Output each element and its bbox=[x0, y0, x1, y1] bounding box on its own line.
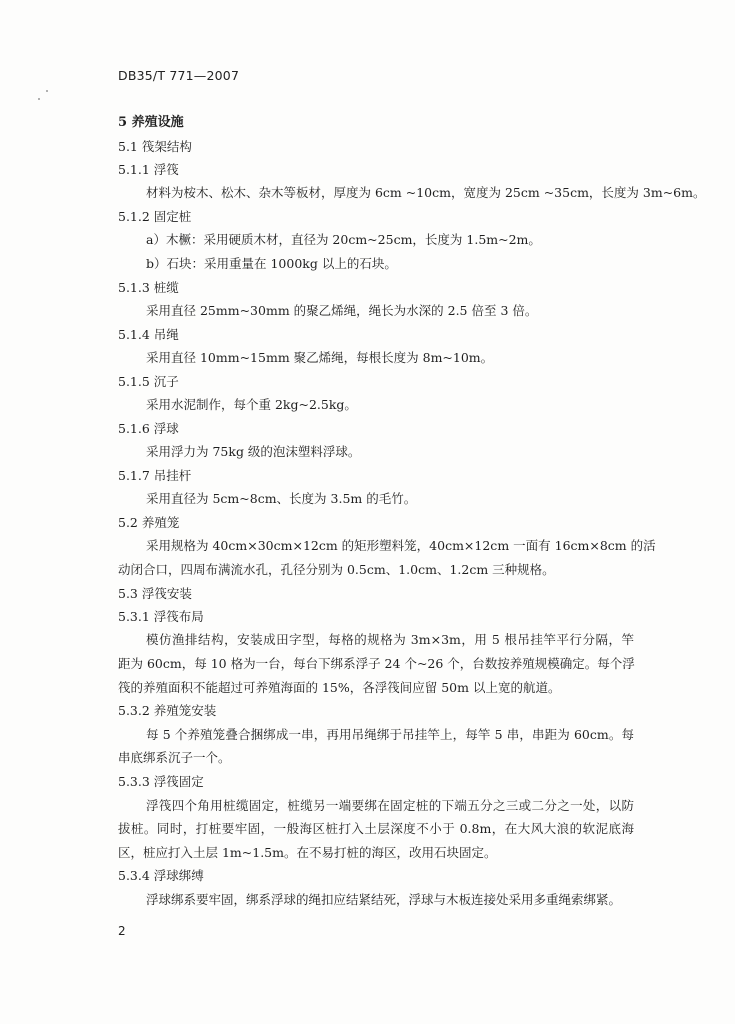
section-5-3-heading: 5.3 浮筏安装 bbox=[118, 586, 192, 601]
section-5-1-3-body: 采用直径 25mm~30mm 的聚乙烯绳，绳长为水深的 2.5 倍至 3 倍。 bbox=[146, 303, 538, 318]
section-5-3-2-heading: 5.3.2 养殖笼安装 bbox=[118, 703, 217, 718]
section-5-2-body-line-1: 采用规格为 40cm×30cm×12cm 的矩形塑料笼，40cm×12cm 一面有 16cm×8cm 的活 bbox=[146, 538, 656, 553]
section-5-1-3-heading: 5.1.3 桩缆 bbox=[118, 280, 179, 295]
section-5-heading: 5 养殖设施 bbox=[118, 115, 184, 130]
section-5-3-4-body: 浮球绑系要牢固，绑系浮球的绳扣应结紧结死，浮球与木板连接处采用多重绳索绑紧。 bbox=[146, 892, 622, 907]
section-5-3-1-heading: 5.3.1 浮筏布局 bbox=[118, 609, 204, 624]
scan-speck bbox=[38, 98, 40, 100]
section-5-3-3-body-line-3: 区，桩应打入土层 1m~1.5m。在不易打桩的海区，改用石块固定。 bbox=[118, 845, 497, 860]
section-5-1-7-heading: 5.1.7 吊挂杆 bbox=[118, 468, 192, 483]
section-5-1-4-body: 采用直径 10mm~15mm 聚乙烯绳，每根长度为 8m~10m。 bbox=[146, 350, 494, 365]
section-5-3-4-heading: 5.3.4 浮球绑缚 bbox=[118, 868, 204, 883]
scan-speck bbox=[46, 90, 48, 92]
section-5-3-3-body-line-1: 浮筏四个角用桩缆固定，桩缆另一端要绑在固定桩的下端五分之三或二分之一处，以防 bbox=[146, 798, 634, 813]
standard-code: DB35/T 771—2007 bbox=[118, 68, 240, 83]
section-5-1-1-body: 材料为桉木、松木、杂木等板材，厚度为 6cm ~10cm，宽度为 25cm ~35cm，长度为 3m~6m。 bbox=[146, 185, 706, 200]
section-5-1-1-heading: 5.1.1 浮筏 bbox=[118, 162, 179, 177]
section-5-3-2-body-line-1: 每 5 个养殖笼叠合捆绑成一串，再用吊绳绑于吊挂竿上，每竿 5 串，串距为 60cm。每 bbox=[146, 727, 634, 742]
section-5-1-5-body: 采用水泥制作，每个重 2kg~2.5kg。 bbox=[146, 397, 357, 412]
section-5-1-heading: 5.1 筏架结构 bbox=[118, 139, 192, 154]
section-5-3-1-body-line-1: 模仿渔排结构，安装成田字型，每格的规格为 3m×3m，用 5 根吊挂竿平行分隔，竿 bbox=[146, 632, 634, 647]
section-5-3-3-body-line-2: 拔桩。同时，打桩要牢固，一般海区桩打入土层深度不小于 0.8m，在大风大浪的软泥底海 bbox=[118, 821, 634, 836]
section-5-1-6-body: 采用浮力为 75kg 级的泡沫塑料浮球。 bbox=[146, 444, 361, 459]
page-number: 2 bbox=[118, 924, 126, 938]
section-5-1-6-heading: 5.1.6 浮球 bbox=[118, 421, 179, 436]
section-5-1-7-body: 采用直径为 5cm~8cm、长度为 3.5m 的毛竹。 bbox=[146, 491, 417, 506]
section-5-2-heading: 5.2 养殖笼 bbox=[118, 515, 180, 530]
section-5-1-5-heading: 5.1.5 沉子 bbox=[118, 374, 179, 389]
section-5-3-2-body-line-2: 串底绑系沉子一个。 bbox=[118, 750, 231, 765]
section-5-1-2-item-a: a）木橛：采用硬质木材，直径为 20cm~25cm，长度为 1.5m~2m。 bbox=[146, 232, 541, 247]
section-5-1-2-heading: 5.1.2 固定桩 bbox=[118, 209, 192, 224]
section-5-1-2-item-b: b）石块：采用重量在 1000kg 以上的石块。 bbox=[146, 256, 397, 271]
section-5-3-1-body-line-2: 距为 60cm，每 10 格为一台，每台下绑系浮子 24 个~26 个，台数按养殖规模确定。每个浮 bbox=[118, 656, 635, 671]
section-5-3-1-body-line-3: 筏的养殖面积不能超过可养殖海面的 15%，各浮筏间应留 50m 以上宽的航道。 bbox=[118, 680, 561, 695]
section-5-1-4-heading: 5.1.4 吊绳 bbox=[118, 327, 179, 342]
section-5-3-3-heading: 5.3.3 浮筏固定 bbox=[118, 774, 204, 789]
section-5-2-body-line-2: 动闭合口，四周布满流水孔，孔径分别为 0.5cm、1.0cm、1.2cm 三种规格。 bbox=[118, 562, 555, 577]
